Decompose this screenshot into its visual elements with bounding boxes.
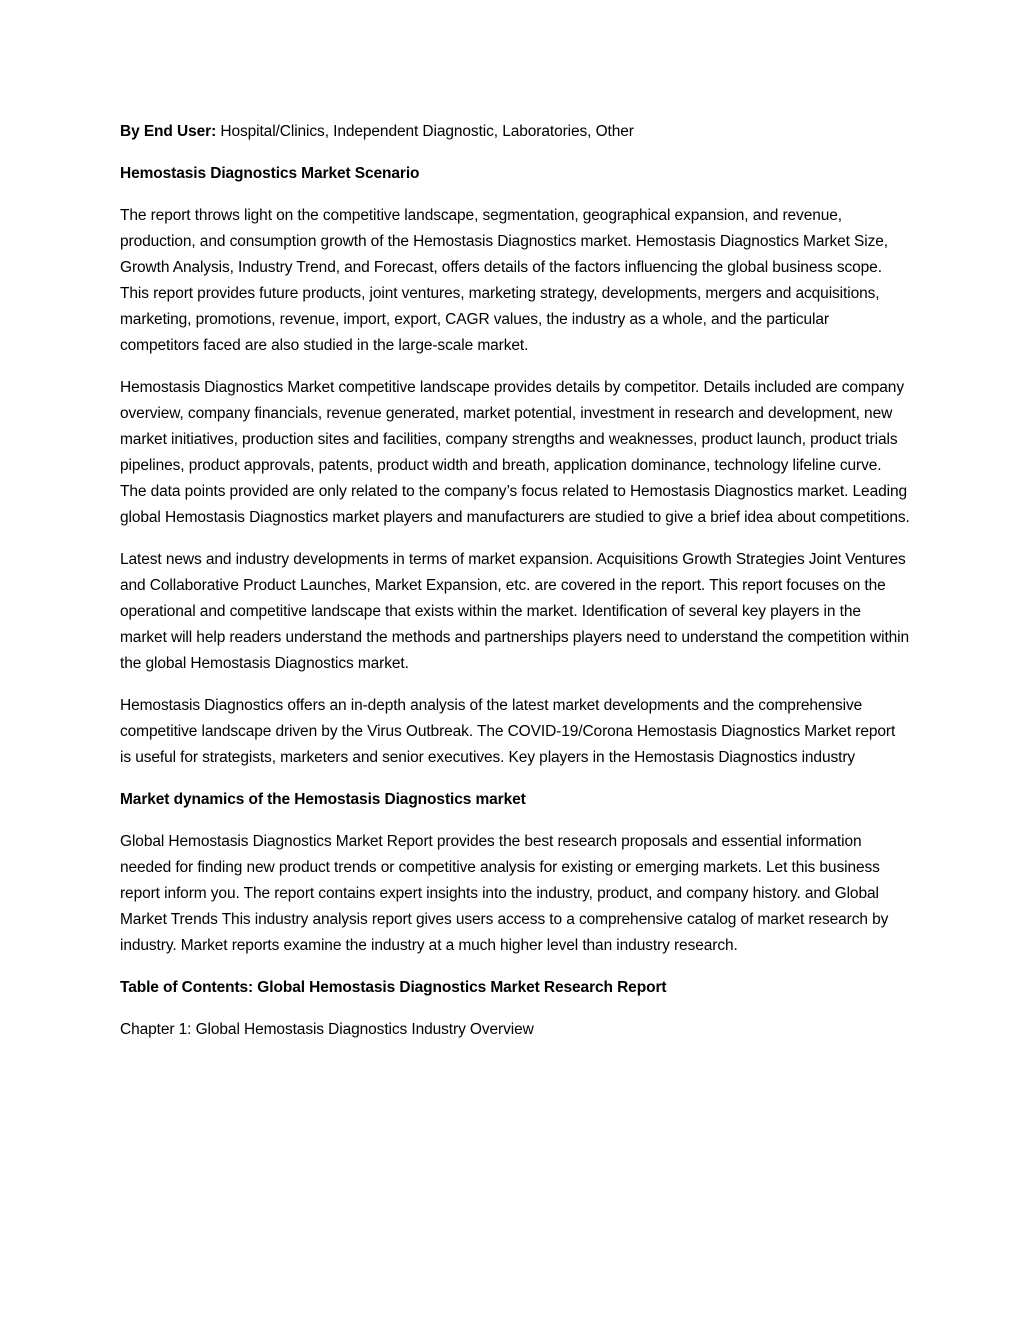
toc-chapter-1: Chapter 1: Global Hemostasis Diagnostics Industry Overview [120, 1021, 534, 1038]
document-page [120, 119, 910, 1059]
end-user-value: Hospital/Clinics, Independent Diagnostic, Laboratories, Other [216, 123, 634, 140]
end-user-line [120, 119, 910, 145]
scenario-paragraph-1: The report throws light on the competitive landscape, segmentation, geographical expansion, and revenue, production, and consumption growth of the Hemostasis Diagnostics market. Hemostasis Diagnostics Market Size, Growth Analysis, Industry Trend, and Forecast, offers details of the factors influencing the global business scope. This report provides future products, joint ventures, marketing strategy, developments, mergers and acquisitions, marketing, promotions, revenue, import, export, CAGR values, the industry as a whole, and the particular competitors faced are also studied in the large-scale market. [120, 207, 888, 354]
scenario-paragraph-3: Latest news and industry developments in terms of market expansion. Acquisitions Growth Strategies Joint Ventures and Collaborative Product Launches, Market Expansion, etc. are covered in the report. This report focuses on the operational and competitive landscape that exists within the market. Identification of several key players in the market will help readers understand the methods and partnerships players need to understand the competition within the global Hemostasis Diagnostics market. [120, 551, 910, 672]
dynamics-heading: Market dynamics of the Hemostasis Diagnostics market [120, 791, 526, 808]
toc-heading: Table of Contents: Global Hemostasis Diagnostics Market Research Report [120, 979, 667, 996]
scenario-paragraph-4: Hemostasis Diagnostics offers an in-depth analysis of the latest market developments and the comprehensive competitive landscape driven by the Virus Outbreak. The COVID-19/Corona Hemostasis Diagnostics Market report is useful for strategists, marketers and senior executives. Key players in the Hemostasis Diagnostics industry [120, 697, 896, 766]
end-user-label: By End User: [120, 123, 217, 140]
scenario-heading: Hemostasis Diagnostics Market Scenario [120, 165, 420, 182]
dynamics-paragraph-1: Global Hemostasis Diagnostics Market Report provides the best research proposals and essential information needed for finding new product trends or competitive analysis for existing or emerging markets. Let this business report inform you. The report contains expert insights into the industry, product, and company history. and Global Market Trends This industry analysis report gives users access to a comprehensive catalog of market research by industry. Market reports examine the industry at a much higher level than industry research. [120, 833, 889, 954]
scenario-paragraph-2: Hemostasis Diagnostics Market competitive landscape provides details by competitor. Details included are company overview, company financials, revenue generated, market potential, investment in research and development, new market initiatives, production sites and facilities, company strengths and weaknesses, product launch, product trials pipelines, product approvals, patents, product width and breath, application dominance, technology lifeline curve. The data points provided are only related to the company’s focus related to Hemostasis Diagnostics market. Leading global Hemostasis Diagnostics market players and manufacturers are studied to give a brief idea about competitions. [120, 379, 910, 526]
